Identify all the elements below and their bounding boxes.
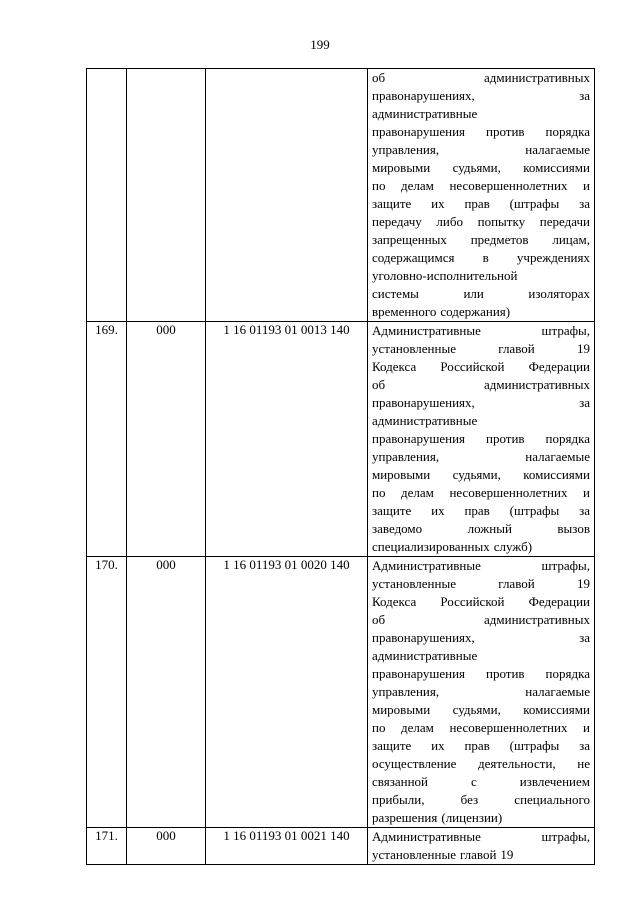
admin-code-cell: 000 <box>127 828 206 865</box>
description-word: несовершеннолетних <box>449 485 568 500</box>
description-word: правонарушения <box>372 124 466 139</box>
description-line <box>368 105 594 123</box>
description-line <box>368 520 594 538</box>
row-number-cell <box>87 69 127 322</box>
description-word: (штрафы <box>509 196 560 211</box>
description-word: и <box>583 485 590 500</box>
description-word: Административные <box>372 558 481 573</box>
table-row <box>87 557 595 828</box>
description-line <box>368 665 594 683</box>
description-word: учреждениях <box>516 250 590 265</box>
description-word: комиссиями <box>523 702 590 717</box>
description-word: за <box>579 738 590 753</box>
description-line <box>368 647 594 665</box>
description-word: штрафы, <box>541 829 590 844</box>
description-word: по <box>372 485 386 500</box>
description-word: содержания) <box>440 304 511 319</box>
description-line <box>368 611 594 629</box>
description-word: за <box>579 88 590 103</box>
description-word: административных <box>484 377 590 392</box>
description-word: за <box>579 503 590 518</box>
description-word: делам <box>401 720 434 735</box>
description-line <box>368 466 594 484</box>
description-word: административных <box>484 70 590 85</box>
description-word: защите <box>372 503 412 518</box>
description-word: Административные <box>372 323 481 338</box>
description-cell <box>368 828 595 865</box>
description-word: деятельности, <box>477 756 556 771</box>
description-word: 19 <box>500 847 514 862</box>
description-word: прибыли, <box>372 792 425 807</box>
description-word: порядка <box>545 124 590 139</box>
description-word: системы <box>372 286 419 301</box>
description-word: прав <box>464 738 490 753</box>
description-word: штрафы, <box>541 323 590 338</box>
description-line <box>368 629 594 647</box>
description-word: предметов <box>470 232 529 247</box>
description-word: (штрафы <box>509 738 560 753</box>
description-word: либо <box>436 214 463 229</box>
description-word: судьями, <box>452 160 501 175</box>
description-line <box>368 412 594 430</box>
description-line <box>368 231 594 249</box>
description-word: 19 <box>576 576 590 591</box>
description-word: установленные <box>372 847 456 862</box>
description-word: Российской <box>440 359 505 374</box>
description-word: комиссиями <box>523 160 590 175</box>
description-word: осуществление <box>372 756 457 771</box>
description-word: их <box>431 503 445 518</box>
description-line <box>368 484 594 502</box>
description-line <box>368 538 594 556</box>
description-word: содержащимся <box>372 250 455 265</box>
description-word: налагаемые <box>525 684 590 699</box>
description-word: правонарушениях, <box>372 395 475 410</box>
description-line <box>368 87 594 105</box>
description-word: передачи <box>539 214 590 229</box>
kbk-code-cell: 1 16 01193 01 0020 140 <box>206 557 368 828</box>
description-word: их <box>431 738 445 753</box>
description-word: с <box>471 774 477 789</box>
description-line <box>368 502 594 520</box>
description-word: Федерации <box>528 359 590 374</box>
description-word: мировыми <box>372 467 431 482</box>
description-word: делам <box>401 178 434 193</box>
description-line <box>368 683 594 701</box>
description-line <box>368 394 594 412</box>
description-word: за <box>579 395 590 410</box>
description-word: за <box>579 630 590 645</box>
description-line <box>368 267 594 285</box>
description-word: мировыми <box>372 702 431 717</box>
description-line <box>368 358 594 376</box>
description-word: главой <box>498 576 535 591</box>
description-line <box>368 755 594 773</box>
description-word: делам <box>401 485 434 500</box>
description-word: судьями, <box>452 467 501 482</box>
table-row <box>87 322 595 557</box>
description-word: прав <box>464 503 490 518</box>
description-word: и <box>583 178 590 193</box>
description-cell <box>368 322 595 557</box>
admin-code-cell <box>127 69 206 322</box>
description-word: установленные <box>372 341 456 356</box>
description-word: об <box>372 612 386 627</box>
description-word: по <box>372 720 386 735</box>
description-word: административных <box>484 612 590 627</box>
description-word: правонарушения <box>372 666 466 681</box>
description-word: управления, <box>372 684 440 699</box>
description-cell <box>368 69 595 322</box>
description-word: правонарушения <box>372 431 466 446</box>
description-word: административные <box>372 648 478 663</box>
description-line <box>368 575 594 593</box>
description-line <box>368 303 594 321</box>
admin-code-cell: 000 <box>127 557 206 828</box>
description-word: в <box>482 250 489 265</box>
description-line <box>368 773 594 791</box>
description-line <box>368 791 594 809</box>
description-line <box>368 340 594 358</box>
description-line <box>368 213 594 231</box>
description-word: административные <box>372 413 478 428</box>
description-word: несовершеннолетних <box>449 178 568 193</box>
description-line <box>368 69 594 87</box>
description-word: и <box>583 720 590 735</box>
description-word: штрафы, <box>541 558 590 573</box>
description-word: Федерации <box>528 594 590 609</box>
description-line <box>368 376 594 394</box>
table-row <box>87 828 595 865</box>
description-line <box>368 177 594 195</box>
description-line <box>368 430 594 448</box>
budget-code-table <box>86 68 595 865</box>
description-word: административные <box>372 106 478 121</box>
description-word: против <box>486 124 525 139</box>
description-word: мировыми <box>372 160 431 175</box>
description-line <box>368 249 594 267</box>
description-word: управления, <box>372 142 440 157</box>
description-word: 19 <box>576 341 590 356</box>
description-line <box>368 123 594 141</box>
row-number-cell: 169. <box>87 322 127 557</box>
description-word: управления, <box>372 449 440 464</box>
row-number-cell: 170. <box>87 557 127 828</box>
description-word: порядка <box>545 666 590 681</box>
description-word: налагаемые <box>525 449 590 464</box>
description-word: главой <box>459 847 497 862</box>
description-word: правонарушениях, <box>372 88 475 103</box>
description-line <box>368 557 594 575</box>
page-number: 199 <box>310 37 330 52</box>
description-word: Кодекса <box>372 359 417 374</box>
description-word: связанной <box>372 774 428 789</box>
description-line <box>368 593 594 611</box>
description-word: установленные <box>372 576 456 591</box>
description-word: разрешения <box>372 810 438 825</box>
description-line <box>368 322 594 340</box>
description-word: несовершеннолетних <box>449 720 568 735</box>
description-word: об <box>372 70 386 85</box>
description-word: специального <box>514 792 590 807</box>
description-word: изоляторах <box>528 286 590 301</box>
description-line <box>368 737 594 755</box>
description-line <box>368 828 594 846</box>
description-line <box>368 159 594 177</box>
description-word: Административные <box>372 829 481 844</box>
description-word: не <box>577 756 590 771</box>
description-word: ложный <box>467 521 512 536</box>
description-word: Российской <box>440 594 505 609</box>
description-word: заведомо <box>372 521 423 536</box>
description-line <box>368 809 594 827</box>
description-word: против <box>486 431 525 446</box>
description-word: передачу <box>372 214 422 229</box>
description-line <box>368 285 594 303</box>
description-word: уголовно-исполнительной <box>372 268 518 283</box>
description-word: (лицензии) <box>441 810 503 825</box>
description-word: правонарушениях, <box>372 630 475 645</box>
kbk-code-cell: 1 16 01193 01 0021 140 <box>206 828 368 865</box>
description-word: временного <box>372 304 437 319</box>
description-word: запрещенных <box>372 232 447 247</box>
kbk-code-cell <box>206 69 368 322</box>
description-word: без <box>460 792 479 807</box>
description-word: попытку <box>477 214 526 229</box>
description-word: извлечением <box>519 774 590 789</box>
description-word: Кодекса <box>372 594 417 609</box>
description-word: лицам, <box>552 232 590 247</box>
description-word: против <box>486 666 525 681</box>
description-word: служб) <box>493 539 533 554</box>
table-row <box>87 69 595 322</box>
description-word: защите <box>372 738 412 753</box>
description-word: вызов <box>557 521 590 536</box>
description-word: специализированных <box>372 539 490 554</box>
description-line <box>368 141 594 159</box>
description-word: об <box>372 377 386 392</box>
description-cell <box>368 557 595 828</box>
description-line <box>368 701 594 719</box>
description-word: прав <box>464 196 490 211</box>
description-word: порядка <box>545 431 590 446</box>
row-number-cell: 171. <box>87 828 127 865</box>
admin-code-cell: 000 <box>127 322 206 557</box>
description-line <box>368 719 594 737</box>
description-word: налагаемые <box>525 142 590 157</box>
description-word: комиссиями <box>523 467 590 482</box>
description-word: судьями, <box>452 702 501 717</box>
description-word: по <box>372 178 386 193</box>
description-line <box>368 448 594 466</box>
description-line <box>368 846 594 864</box>
description-line <box>368 195 594 213</box>
kbk-code-cell: 1 16 01193 01 0013 140 <box>206 322 368 557</box>
description-word: или <box>463 286 484 301</box>
description-word: за <box>579 196 590 211</box>
description-word: их <box>431 196 445 211</box>
description-word: защите <box>372 196 412 211</box>
description-word: главой <box>498 341 535 356</box>
description-word: (штрафы <box>509 503 560 518</box>
